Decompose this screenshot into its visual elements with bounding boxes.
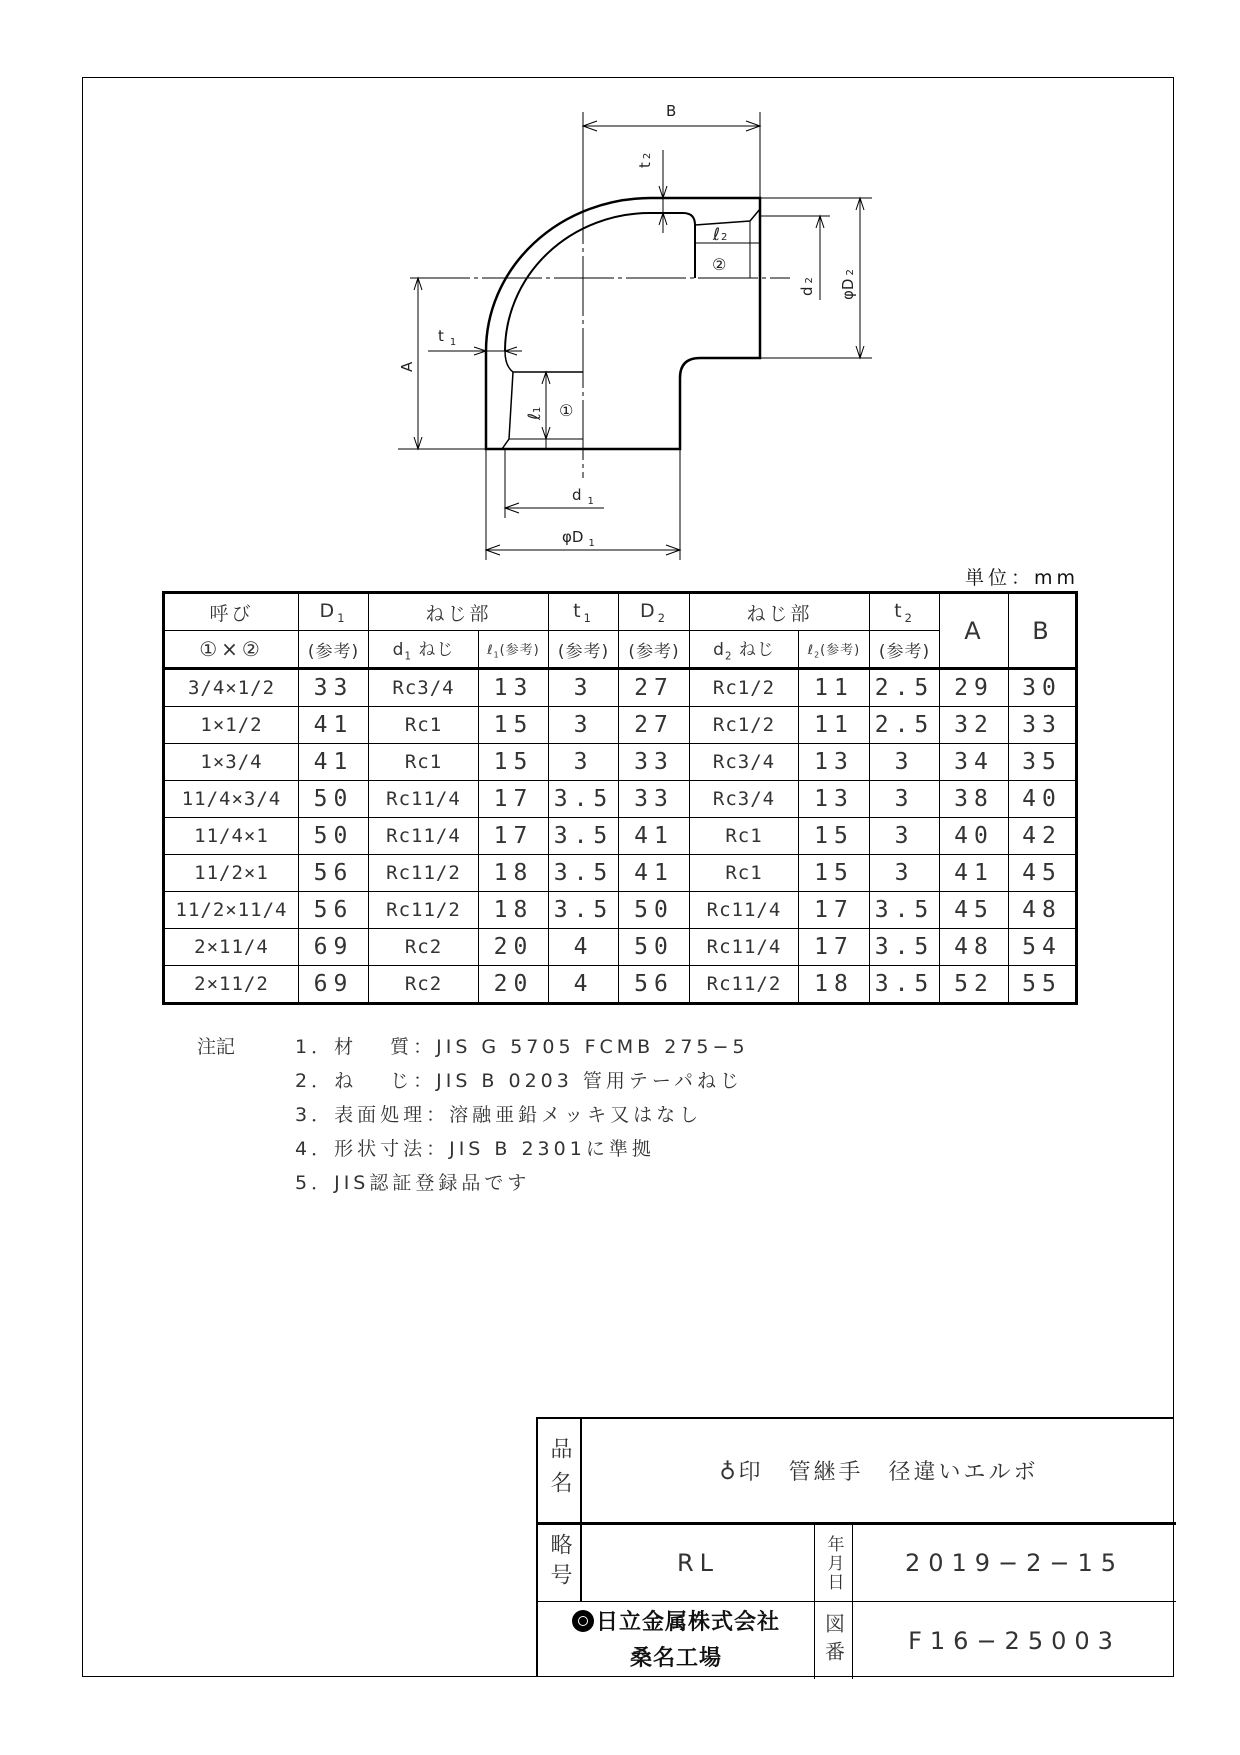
company-block [538, 1602, 815, 1679]
header-D1-ref: (参考) [299, 631, 369, 669]
cell-l1: 17 [479, 781, 549, 818]
cell-B: 30 [1009, 669, 1077, 707]
table-row [164, 966, 1077, 1004]
cell-d1-thread: Rc11/4 [369, 818, 479, 855]
cell-nominal: 11/2×1 [164, 855, 299, 892]
dim-label-t2: t2 [636, 152, 654, 168]
header-nominal-sub: ①×② [164, 631, 299, 669]
cell-A: 29 [940, 669, 1009, 707]
cell-nominal: 2×11/2 [164, 966, 299, 1004]
dim-label-l2: ℓ2 [713, 225, 728, 245]
table-row [164, 892, 1077, 929]
cell-t1: 3.5 [549, 892, 619, 929]
dim-label-phiD1: φD $_1$ [562, 528, 595, 549]
cell-nominal: 3/4×1/2 [164, 669, 299, 707]
notes-section [197, 1030, 749, 1200]
cell-l2: 11 [799, 707, 870, 744]
table-row [164, 929, 1077, 966]
header-t1-ref: (参考) [549, 631, 619, 669]
header-nominal: 呼び [164, 593, 299, 631]
header-t2-ref: (参考) [870, 631, 940, 669]
cell-A: 45 [940, 892, 1009, 929]
cell-B: 35 [1009, 744, 1077, 781]
note-item: 5．JIS認証登録品です [295, 1172, 531, 1194]
cell-t2: 3 [870, 855, 940, 892]
cell-A: 40 [940, 818, 1009, 855]
cell-nominal: 11/4×3/4 [164, 781, 299, 818]
cell-t2: 3.5 [870, 929, 940, 966]
cell-D2: 50 [619, 892, 690, 929]
note-item: 4．形状寸法：JIS B 2301に準拠 [295, 1138, 655, 1160]
port-2-marker: ② [712, 255, 727, 274]
cell-d1-thread: Rc11/2 [369, 892, 479, 929]
cell-D1: 33 [299, 669, 369, 707]
cell-D2: 56 [619, 966, 690, 1004]
cell-l2: 17 [799, 892, 870, 929]
table-row [164, 781, 1077, 818]
header-d1-thread: $d_1$ ねじ [369, 631, 479, 669]
dim-label-t1: t $_1$ [438, 327, 457, 348]
cell-l2: 13 [799, 744, 870, 781]
cell-l2: 15 [799, 818, 870, 855]
cell-d1-thread: Rc1 [369, 744, 479, 781]
cell-D1: 56 [299, 855, 369, 892]
cell-d1-thread: Rc11/2 [369, 855, 479, 892]
note-item: 2．ね じ：JIS B 0203 管用テーパねじ [295, 1070, 743, 1092]
cell-A: 41 [940, 855, 1009, 892]
cell-t1: 4 [549, 929, 619, 966]
cell-A: 38 [940, 781, 1009, 818]
plant-name: 桑名工場 [629, 1645, 722, 1671]
header-D1: $D_1$ [299, 593, 369, 631]
header-B: B [1009, 593, 1077, 669]
header-l2: ℓ$_2$(参考) [799, 631, 870, 669]
cell-d1-thread: Rc11/4 [369, 781, 479, 818]
cell-t1: 3.5 [549, 818, 619, 855]
cell-t2: 2.5 [870, 669, 940, 707]
table-body [164, 669, 1077, 1004]
cell-d1-thread: Rc3/4 [369, 669, 479, 707]
header-thread2-group: ねじ部 [690, 593, 870, 631]
table-row [164, 707, 1077, 744]
cell-B: 48 [1009, 892, 1077, 929]
date-label: 年月日 [815, 1525, 853, 1602]
table-row [164, 744, 1077, 781]
cell-l2: 17 [799, 929, 870, 966]
cell-B: 55 [1009, 966, 1077, 1004]
dimension-table [162, 591, 1078, 1005]
cell-D2: 41 [619, 818, 690, 855]
cell-t2: 3.5 [870, 892, 940, 929]
dim-label-A: A [398, 361, 416, 372]
cell-A: 52 [940, 966, 1009, 1004]
cell-t1: 3.5 [549, 781, 619, 818]
cell-nominal: 1×1/2 [164, 707, 299, 744]
cell-D2: 50 [619, 929, 690, 966]
cell-d2-thread: Rc11/2 [690, 966, 799, 1004]
abbrev-label: 略号 [538, 1525, 582, 1602]
cell-d2-thread: Rc11/4 [690, 892, 799, 929]
cell-B: 33 [1009, 707, 1077, 744]
cell-d1-thread: Rc2 [369, 929, 479, 966]
cell-D1: 56 [299, 892, 369, 929]
cell-nominal: 2×11/4 [164, 929, 299, 966]
product-name-label: 品名 [538, 1419, 582, 1525]
cell-d2-thread: Rc1/2 [690, 669, 799, 707]
note-item: 1．材 質：JIS G 5705 FCMB 275−5 [295, 1036, 749, 1058]
header-A: A [940, 593, 1009, 669]
cell-D1: 41 [299, 707, 369, 744]
header-t1: $t_1$ [549, 593, 619, 631]
cell-D1: 69 [299, 929, 369, 966]
cell-D2: 27 [619, 669, 690, 707]
title-block [536, 1417, 1174, 1677]
cell-A: 32 [940, 707, 1009, 744]
cell-d2-thread: Rc1 [690, 818, 799, 855]
note-item: 3．表面処理：溶融亜鉛メッキ又はなし [295, 1104, 703, 1126]
cell-t2: 2.5 [870, 707, 940, 744]
company-logo-icon [572, 1610, 594, 1632]
cell-D1: 41 [299, 744, 369, 781]
elbow-inner-contour [505, 213, 695, 351]
cell-l2: 13 [799, 781, 870, 818]
cell-l1: 17 [479, 818, 549, 855]
dim-label-B: B [666, 102, 677, 120]
dim-label-l1: ℓ1 [525, 406, 545, 420]
notes-label: 注記 [197, 1036, 236, 1058]
date-value: 2019−2−15 [853, 1525, 1176, 1602]
cell-B: 40 [1009, 781, 1077, 818]
cell-A: 48 [940, 929, 1009, 966]
cell-nominal: 11/4×1 [164, 818, 299, 855]
cell-nominal: 11/2×11/4 [164, 892, 299, 929]
cell-d2-thread: Rc3/4 [690, 744, 799, 781]
header-l1: ℓ$_1$(参考) [479, 631, 549, 669]
cell-l1: 20 [479, 966, 549, 1004]
table-row [164, 855, 1077, 892]
cell-d2-thread: Rc3/4 [690, 781, 799, 818]
port-1-marker: ① [559, 401, 574, 420]
cell-t1: 4 [549, 966, 619, 1004]
drawing-no-label: 図番 [815, 1602, 853, 1679]
cell-l1: 20 [479, 929, 549, 966]
cell-l1: 15 [479, 744, 549, 781]
cell-D2: 33 [619, 781, 690, 818]
cell-t2: 3 [870, 818, 940, 855]
cell-t1: 3.5 [549, 855, 619, 892]
cell-D2: 33 [619, 744, 690, 781]
cell-d2-thread: Rc1/2 [690, 707, 799, 744]
cell-l1: 13 [479, 669, 549, 707]
cell-d2-thread: Rc11/4 [690, 929, 799, 966]
dim-label-phiD2: φD2 [839, 269, 857, 300]
drawing-number: F16−25003 [908, 1626, 1121, 1655]
header-D2: $D_2$ [619, 593, 690, 631]
elbow-section-drawing [0, 0, 1240, 600]
cell-D1: 50 [299, 781, 369, 818]
cell-l1: 15 [479, 707, 549, 744]
cell-l2: 18 [799, 966, 870, 1004]
notes-list [295, 1030, 749, 1200]
cell-t2: 3.5 [870, 966, 940, 1004]
table-header-row-1 [164, 593, 1077, 631]
header-thread1-group: ねじ部 [369, 593, 549, 631]
cell-l2: 15 [799, 855, 870, 892]
cell-t1: 3 [549, 744, 619, 781]
cell-d1-thread: Rc1 [369, 707, 479, 744]
table-row [164, 818, 1077, 855]
header-t2: $t_2$ [870, 593, 940, 631]
cell-nominal: 1×3/4 [164, 744, 299, 781]
company-name: 日立金属株式会社 [572, 1605, 780, 1641]
cell-t1: 3 [549, 707, 619, 744]
product-name: ♁印 管継手 径違いエルボ [582, 1419, 1176, 1525]
dim-label-d2: d2 [798, 277, 816, 296]
header-D2-ref: (参考) [619, 631, 690, 669]
cell-t2: 3 [870, 781, 940, 818]
cell-B: 54 [1009, 929, 1077, 966]
cell-l1: 18 [479, 855, 549, 892]
cell-D1: 69 [299, 966, 369, 1004]
cell-D2: 27 [619, 707, 690, 744]
cell-t2: 3 [870, 744, 940, 781]
cell-D2: 41 [619, 855, 690, 892]
header-d2-thread: $d_2$ ねじ [690, 631, 799, 669]
cell-D1: 50 [299, 818, 369, 855]
cell-B: 45 [1009, 855, 1077, 892]
cell-d2-thread: Rc1 [690, 855, 799, 892]
dim-label-d1: d $_1$ [572, 486, 594, 507]
cell-l2: 11 [799, 669, 870, 707]
cell-l1: 18 [479, 892, 549, 929]
cell-d1-thread: Rc2 [369, 966, 479, 1004]
cell-A: 34 [940, 744, 1009, 781]
cell-B: 42 [1009, 818, 1077, 855]
unit-label: 単位：mm [965, 567, 1080, 589]
abbrev-value: RL [582, 1525, 815, 1602]
table-row [164, 669, 1077, 707]
cell-t1: 3 [549, 669, 619, 707]
